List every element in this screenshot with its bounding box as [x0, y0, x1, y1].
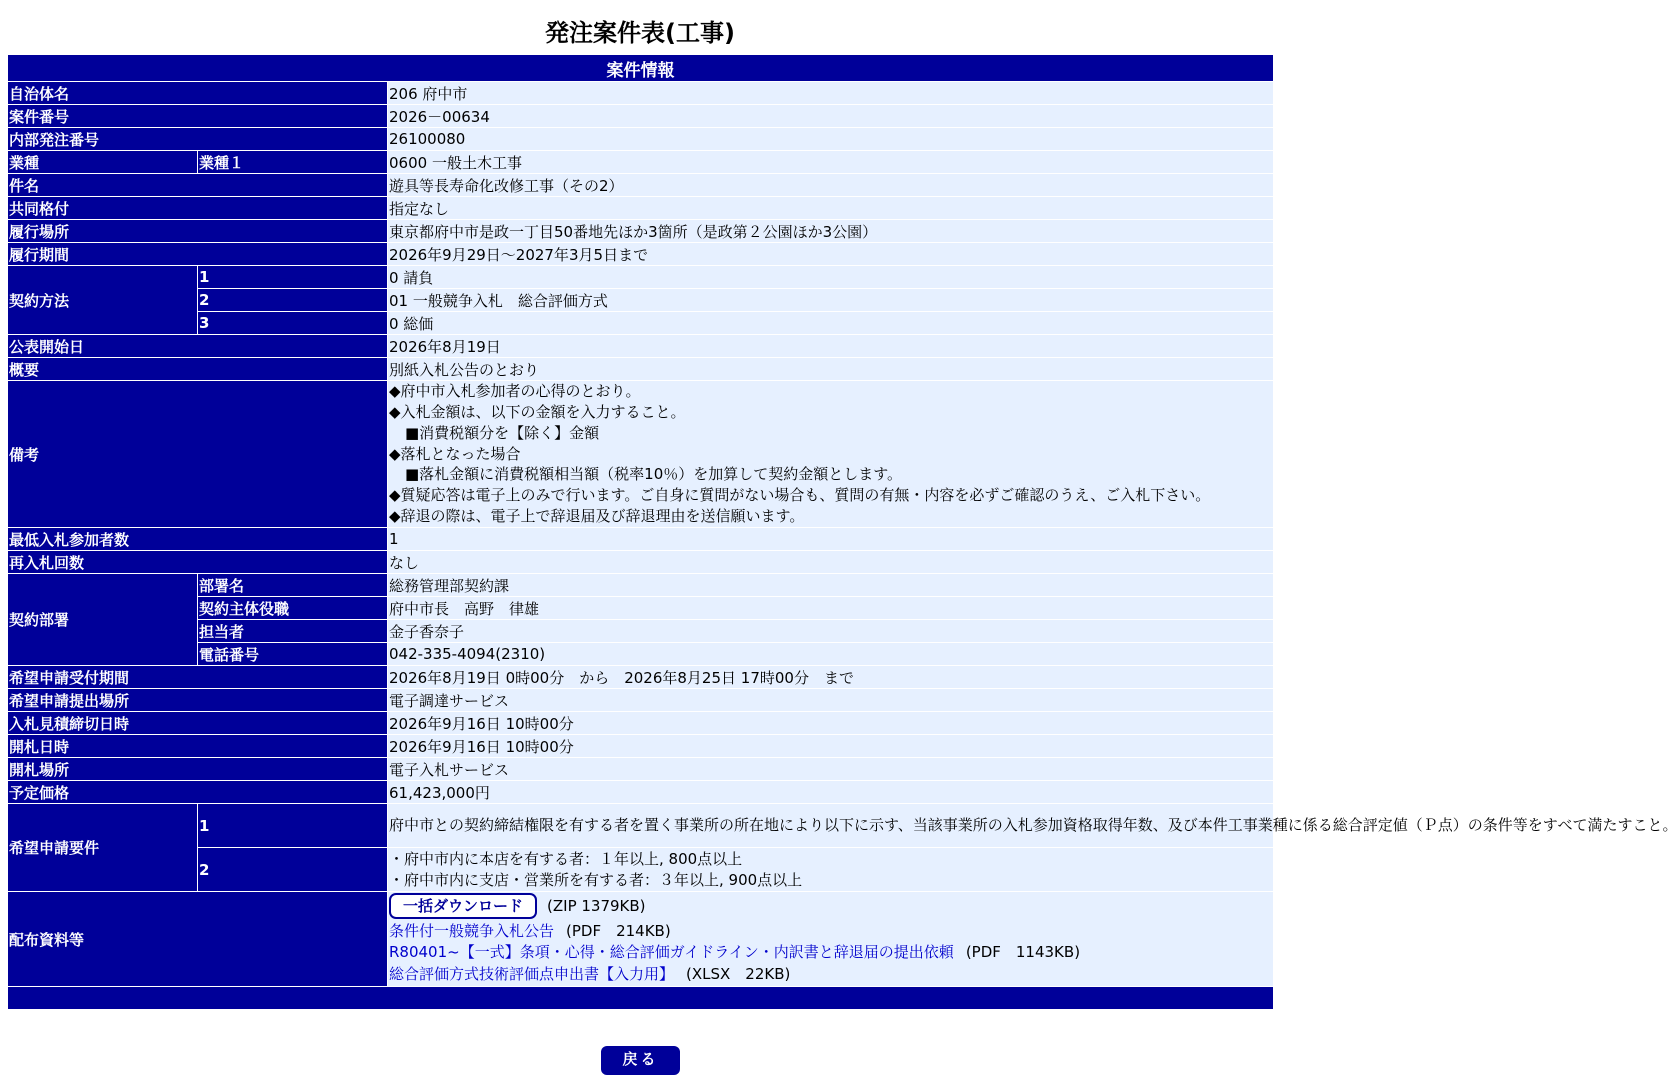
contract-method-no: 1 — [198, 266, 388, 289]
file-meta: (PDF 214KB) — [566, 921, 671, 940]
label-case-number: 案件番号 — [8, 105, 388, 128]
value-joint-rating: 指定なし — [388, 197, 1274, 220]
row-estimated-price — [8, 781, 1274, 804]
row-publish-date — [8, 335, 1274, 358]
row-rebid-count — [8, 551, 1274, 574]
label-remarks: 備考 — [8, 381, 388, 528]
row-contract-method-1 — [8, 266, 1274, 289]
label-overview: 概要 — [8, 358, 388, 381]
page-title: 発注案件表(工事) — [545, 19, 735, 47]
row-overview — [8, 358, 1274, 381]
row-subject — [8, 174, 1274, 197]
remark-line: ◆落札となった場合 — [389, 444, 521, 463]
value-opening-datetime: 2026年9月16日 10時00分 — [388, 735, 1274, 758]
remark-line: ◆辞退の際は、電子上で辞退届及び辞退理由を送信願います。 — [389, 506, 805, 525]
row-location — [8, 220, 1274, 243]
contract-method-no: 3 — [198, 312, 388, 335]
table-footer-bar — [8, 987, 1274, 1010]
value-estimated-price: 61,423,000円 — [388, 781, 1274, 804]
value-period: 2026年9月29日～2027年3月5日まで — [388, 243, 1274, 266]
label-min-bidders: 最低入札参加者数 — [8, 528, 388, 551]
file-meta: (XLSX 22KB) — [686, 964, 791, 983]
label-publish-date: 公表開始日 — [8, 335, 388, 358]
row-documents — [8, 892, 1274, 987]
row-remarks — [8, 381, 1274, 528]
value-industry: 0600 一般土木工事 — [388, 151, 1274, 174]
label-application-period: 希望申請受付期間 — [8, 666, 388, 689]
label-municipality: 自治体名 — [8, 82, 388, 105]
row-requirements-2 — [8, 848, 1274, 892]
label-documents: 配布資料等 — [8, 892, 388, 987]
contract-method-value: 01 一般競争入札 総合評価方式 — [388, 289, 1274, 312]
row-department-3 — [8, 620, 1274, 643]
requirement-no: 1 — [198, 804, 388, 848]
row-department-2 — [8, 597, 1274, 620]
value-case-number: 2026－00634 — [388, 105, 1274, 128]
value-bid-deadline: 2026年9月16日 10時00分 — [388, 712, 1274, 735]
value-rebid-count: なし — [388, 551, 1274, 574]
section-header: 案件情報 — [8, 55, 1274, 82]
row-application-period — [8, 666, 1274, 689]
requirement-line: ・府中市内に支店・営業所を有する者：３年以上, 900点以上 — [389, 870, 803, 889]
remark-line: ◆府中市入札参加者の心得のとおり。 — [389, 382, 641, 401]
row-case-number — [8, 105, 1274, 128]
value-overview: 別紙入札公告のとおり — [388, 358, 1274, 381]
row-department-4 — [8, 643, 1274, 666]
download-all-meta: (ZIP 1379KB) — [547, 896, 646, 915]
case-info-table — [7, 54, 1678, 1010]
label-joint-rating: 共同格付 — [8, 197, 388, 220]
label-subject: 件名 — [8, 174, 388, 197]
download-all-button[interactable]: 一括ダウンロード — [389, 893, 537, 919]
label-bid-deadline: 入札見積締切日時 — [8, 712, 388, 735]
row-municipality — [8, 82, 1274, 105]
department-value: 042-335-4094(2310) — [388, 643, 1274, 666]
requirement-text: 府中市との契約締結権限を有する者を置く事業所の所在地により以下に示す、当該事業所の入札参加資格取得年数、及び本件工事業種に係る総合評定値（Ｐ点）の条件等をすべて満たすこと。 — [388, 804, 1274, 848]
value-application-period: 2026年8月19日 0時00分 から 2026年8月25日 17時00分 まで — [388, 666, 1274, 689]
row-contract-method-2 — [8, 289, 1274, 312]
department-value: 府中市長 高野 律雄 — [388, 597, 1274, 620]
value-opening-place: 電子入札サービス — [388, 758, 1274, 781]
label-estimated-price: 予定価格 — [8, 781, 388, 804]
file-link[interactable]: 条件付一般競争入札公告 — [389, 921, 555, 940]
requirement-text — [388, 848, 1274, 892]
label-industry: 業種 — [8, 151, 198, 174]
row-opening-datetime — [8, 735, 1274, 758]
row-department-1 — [8, 574, 1274, 597]
value-subject: 遊具等長寿命化改修工事（その2） — [388, 174, 1274, 197]
label-opening-datetime: 開札日時 — [8, 735, 388, 758]
label-opening-place: 開札場所 — [8, 758, 388, 781]
remark-line: ■落札金額に消費税額相当額（税率10％）を加算して契約金額とします。 — [405, 465, 903, 484]
value-publish-date: 2026年8月19日 — [388, 335, 1274, 358]
row-bid-deadline — [8, 712, 1274, 735]
label-period: 履行期間 — [8, 243, 388, 266]
value-documents — [388, 892, 1274, 987]
label-rebid-count: 再入札回数 — [8, 551, 388, 574]
contract-method-value: 0 請負 — [388, 266, 1274, 289]
value-internal-number: 26100080 — [388, 128, 1274, 151]
row-opening-place — [8, 758, 1274, 781]
row-contract-method-3 — [8, 312, 1274, 335]
label-requirements: 希望申請要件 — [8, 804, 198, 892]
file-link[interactable]: R80401~【一式】条項・心得・総合評価ガイドライン・内訳書と辞退届の提出依頼 — [389, 943, 954, 962]
row-min-bidders — [8, 528, 1274, 551]
department-sublabel: 電話番号 — [198, 643, 388, 666]
row-application-place — [8, 689, 1274, 712]
contract-method-value: 0 総価 — [388, 312, 1274, 335]
remark-line: ◆質疑応答は電子上のみで行います。ご自身に質問がない場合も、質問の有無・内容を必ずご確認のうえ、ご入札下さい。 — [389, 486, 1211, 505]
value-municipality: 206 府中市 — [388, 82, 1274, 105]
requirement-line: ・府中市内に本店を有する者：１年以上, 800点以上 — [389, 849, 743, 868]
label-department: 契約部署 — [8, 574, 198, 666]
value-min-bidders: 1 — [388, 528, 1274, 551]
label-location: 履行場所 — [8, 220, 388, 243]
contract-method-no: 2 — [198, 289, 388, 312]
label-application-place: 希望申請提出場所 — [8, 689, 388, 712]
file-meta: (PDF 1143KB) — [965, 943, 1081, 962]
label-internal-number: 内部発注番号 — [8, 128, 388, 151]
back-button[interactable]: 戻る — [601, 1046, 680, 1075]
department-sublabel: 契約主体役職 — [198, 597, 388, 620]
row-industry — [8, 151, 1274, 174]
remark-line: ■消費税額分を【除く】金額 — [405, 423, 600, 442]
department-sublabel: 担当者 — [198, 620, 388, 643]
label-contract-method: 契約方法 — [8, 266, 198, 335]
department-value: 金子香奈子 — [388, 620, 1274, 643]
value-location: 東京都府中市是政一丁目50番地先ほか3箇所（是政第２公園ほか3公園） — [388, 220, 1274, 243]
department-sublabel: 部署名 — [198, 574, 388, 597]
row-internal-number — [8, 128, 1274, 151]
sublabel-industry: 業種１ — [198, 151, 388, 174]
row-requirements-1 — [8, 804, 1274, 848]
department-value: 総務管理部契約課 — [388, 574, 1274, 597]
value-remarks — [388, 381, 1274, 528]
row-period — [8, 243, 1274, 266]
value-application-place: 電子調達サービス — [388, 689, 1274, 712]
requirement-no: 2 — [198, 848, 388, 892]
row-joint-rating — [8, 197, 1274, 220]
file-link[interactable]: 総合評価方式技術評価点申出書【入力用】 — [389, 964, 675, 983]
remark-line: ◆入札金額は、以下の金額を入力すること。 — [389, 403, 686, 421]
